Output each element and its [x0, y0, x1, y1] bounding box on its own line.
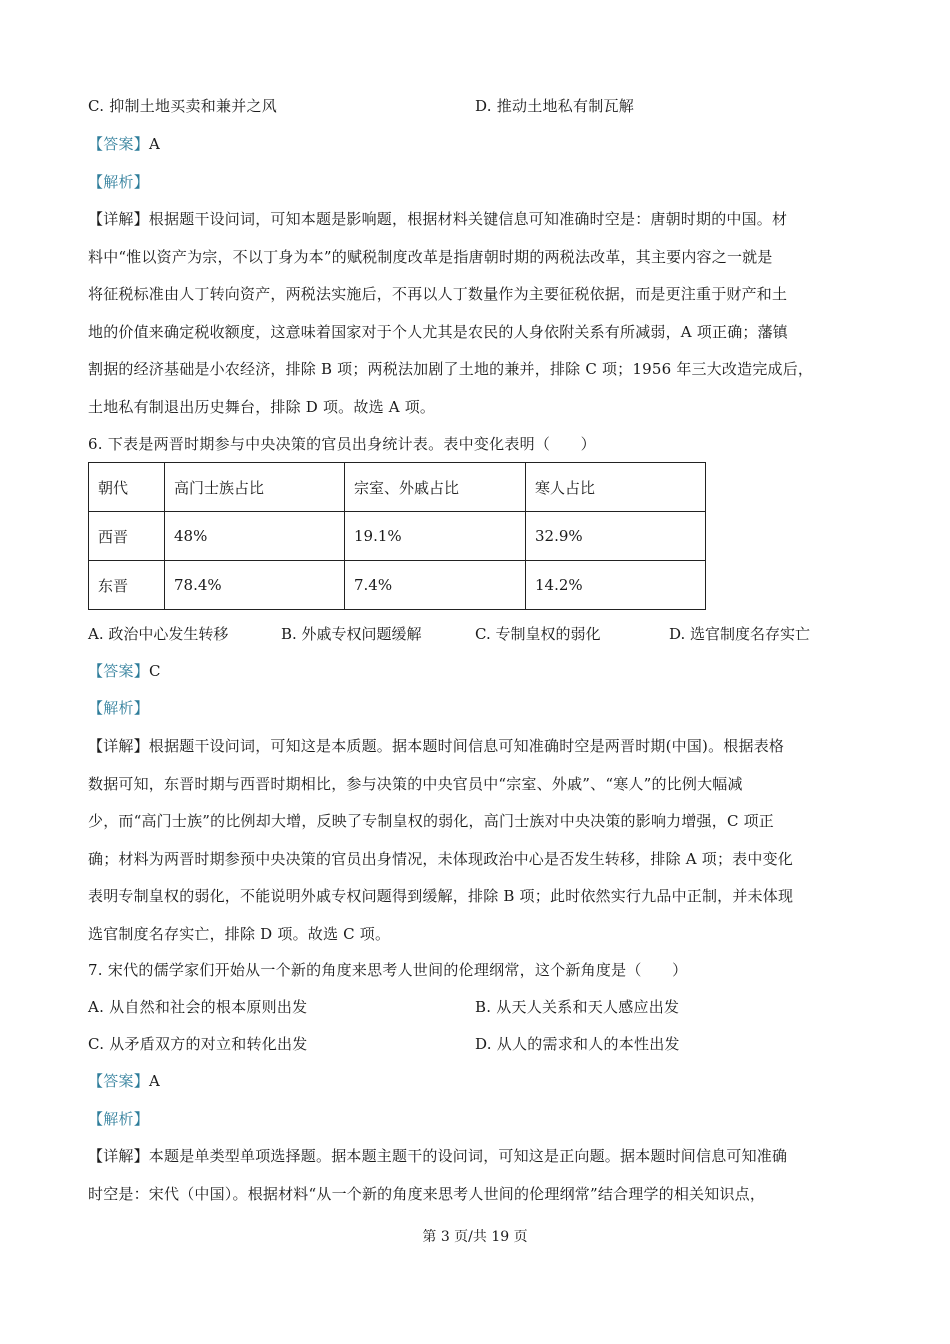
q6-option-c: C. 专制皇权的弱化	[475, 625, 601, 643]
table-cell: 7.4%	[345, 561, 526, 610]
q5-detail-line: 将征税标准由人丁转向资产，两税法实施后，不再以人丁数量作为主要征税依据，而是更注重于财产和土	[88, 285, 788, 304]
table-row	[89, 561, 706, 610]
table-cell: 西晋	[89, 512, 165, 561]
q6-option-a: A. 政治中心发生转移	[88, 625, 229, 643]
table-header-cell: 高门士族占比	[165, 463, 345, 512]
page-footer: 第 3 页/共 19 页	[422, 1229, 528, 1245]
q6-detail-line: 数据可知，东晋时期与西晋时期相比，参与决策的中央官员中“宗室、外戚”、“寒人”的比例大幅减	[88, 774, 743, 793]
q5-detail-line: 割据的经济基础是小农经济，排除 B 项；两税法加剧了土地的兼并，排除 C 项；1956 年三大改造完成后，	[88, 360, 814, 379]
q7-option-b: B. 从天人关系和天人感应出发	[475, 998, 680, 1016]
q7-stem: 7. 宋代的儒学家们开始从一个新的角度来思考人世间的伦理纲常，这个新角度是（ ）	[88, 961, 688, 979]
table-header-row	[89, 463, 706, 512]
q7-option-d: D. 从人的需求和人的本性出发	[475, 1035, 680, 1053]
q6-option-d: D. 选官制度名存实亡	[669, 625, 811, 643]
q5-detail	[88, 209, 863, 435]
table-cell: 48%	[165, 512, 345, 561]
q5-detail-line: 土地私有制退出历史舞台，排除 D 项。故选 A 项。	[88, 397, 436, 416]
q5-analysis-label: 【解析】	[88, 173, 150, 191]
q5-detail-line: 地的价值来确定税收额度，这意味着国家对于个人尤其是农民的人身依附关系有所减弱，A 项正确；藩镇	[88, 322, 789, 341]
q6-detail-line: 选官制度名存实亡，排除 D 项。故选 C 项。	[88, 924, 391, 943]
q5-detail-line: 料中“惟以资产为宗，不以丁身为本”的赋税制度改革是指唐朝时期的两税法改革，其主要内容之一就是	[88, 247, 773, 266]
q7-detail-line: 【详解】本题是单类型单项选择题。据本题主题干的设问词，可知这是正向题。据本题时间信息可知准确	[88, 1147, 788, 1165]
q6-stem: 6. 下表是两晋时期参与中央决策的官员出身统计表。表中变化表明（ ）	[88, 435, 596, 453]
answer-label: 【答案】	[88, 1072, 150, 1090]
q6-analysis-label: 【解析】	[88, 699, 150, 717]
q5-option-d: D. 推动土地私有制瓦解	[475, 97, 635, 115]
table-cell: 东晋	[89, 561, 165, 610]
q6-detail-line: 确；材料为两晋时期参预中央决策的官员出身情况，未体现政治中心是否发生转移，排除 A 项；表中变化	[88, 849, 793, 868]
q6-detail	[88, 736, 863, 962]
table-cell: 78.4%	[165, 561, 345, 610]
table-cell: 19.1%	[345, 512, 526, 561]
q7-detail-line: 时空是：宋代（中国）。根据材料“从一个新的角度来思考人世间的伦理纲常”结合理学的相关知识点，	[88, 1184, 766, 1203]
answer-label: 【答案】	[88, 662, 150, 680]
q5-answer	[88, 134, 860, 154]
q7-answer	[88, 1071, 860, 1091]
table-row	[89, 512, 706, 561]
q7-detail	[88, 1146, 863, 1221]
q7-analysis-label: 【解析】	[88, 1110, 150, 1128]
q6-option-b: B. 外戚专权问题缓解	[281, 625, 422, 643]
q6-detail-line: 少，而“高门士族”的比例却大增，反映了专制皇权的弱化，高门士族对中央决策的影响力增强，C 项正	[88, 812, 774, 831]
q6-detail-line: 表明专制皇权的弱化，不能说明外戚专权问题得到缓解，排除 B 项；此时依然实行九品中正制，并未体现	[88, 887, 794, 906]
q6-detail-line: 【详解】根据题干设问词，可知这是本质题。据本题时间信息可知准确时空是两晋时期(中国)。根据表格	[88, 737, 785, 755]
table-header-cell: 宗室、外戚占比	[345, 463, 526, 512]
answer-value: A	[149, 135, 161, 153]
answer-value: C	[149, 662, 161, 680]
table-header-cell: 寒人占比	[526, 463, 706, 512]
answer-label: 【答案】	[88, 135, 150, 153]
q6-answer	[88, 661, 860, 681]
q7-option-a: A. 从自然和社会的根本原则出发	[88, 998, 308, 1016]
q6-stats-table	[88, 462, 706, 610]
q7-option-c: C. 从矛盾双方的对立和转化出发	[88, 1035, 308, 1053]
table-cell: 32.9%	[526, 512, 706, 561]
q5-option-c: C. 抑制土地买卖和兼并之风	[88, 97, 277, 115]
answer-value: A	[149, 1072, 161, 1090]
table-header-cell: 朝代	[89, 463, 165, 512]
table-cell: 14.2%	[526, 561, 706, 610]
q5-detail-line: 【详解】根据题干设问词，可知本题是影响题，根据材料关键信息可知准确时空是：唐朝时期的中国。材	[88, 210, 788, 228]
